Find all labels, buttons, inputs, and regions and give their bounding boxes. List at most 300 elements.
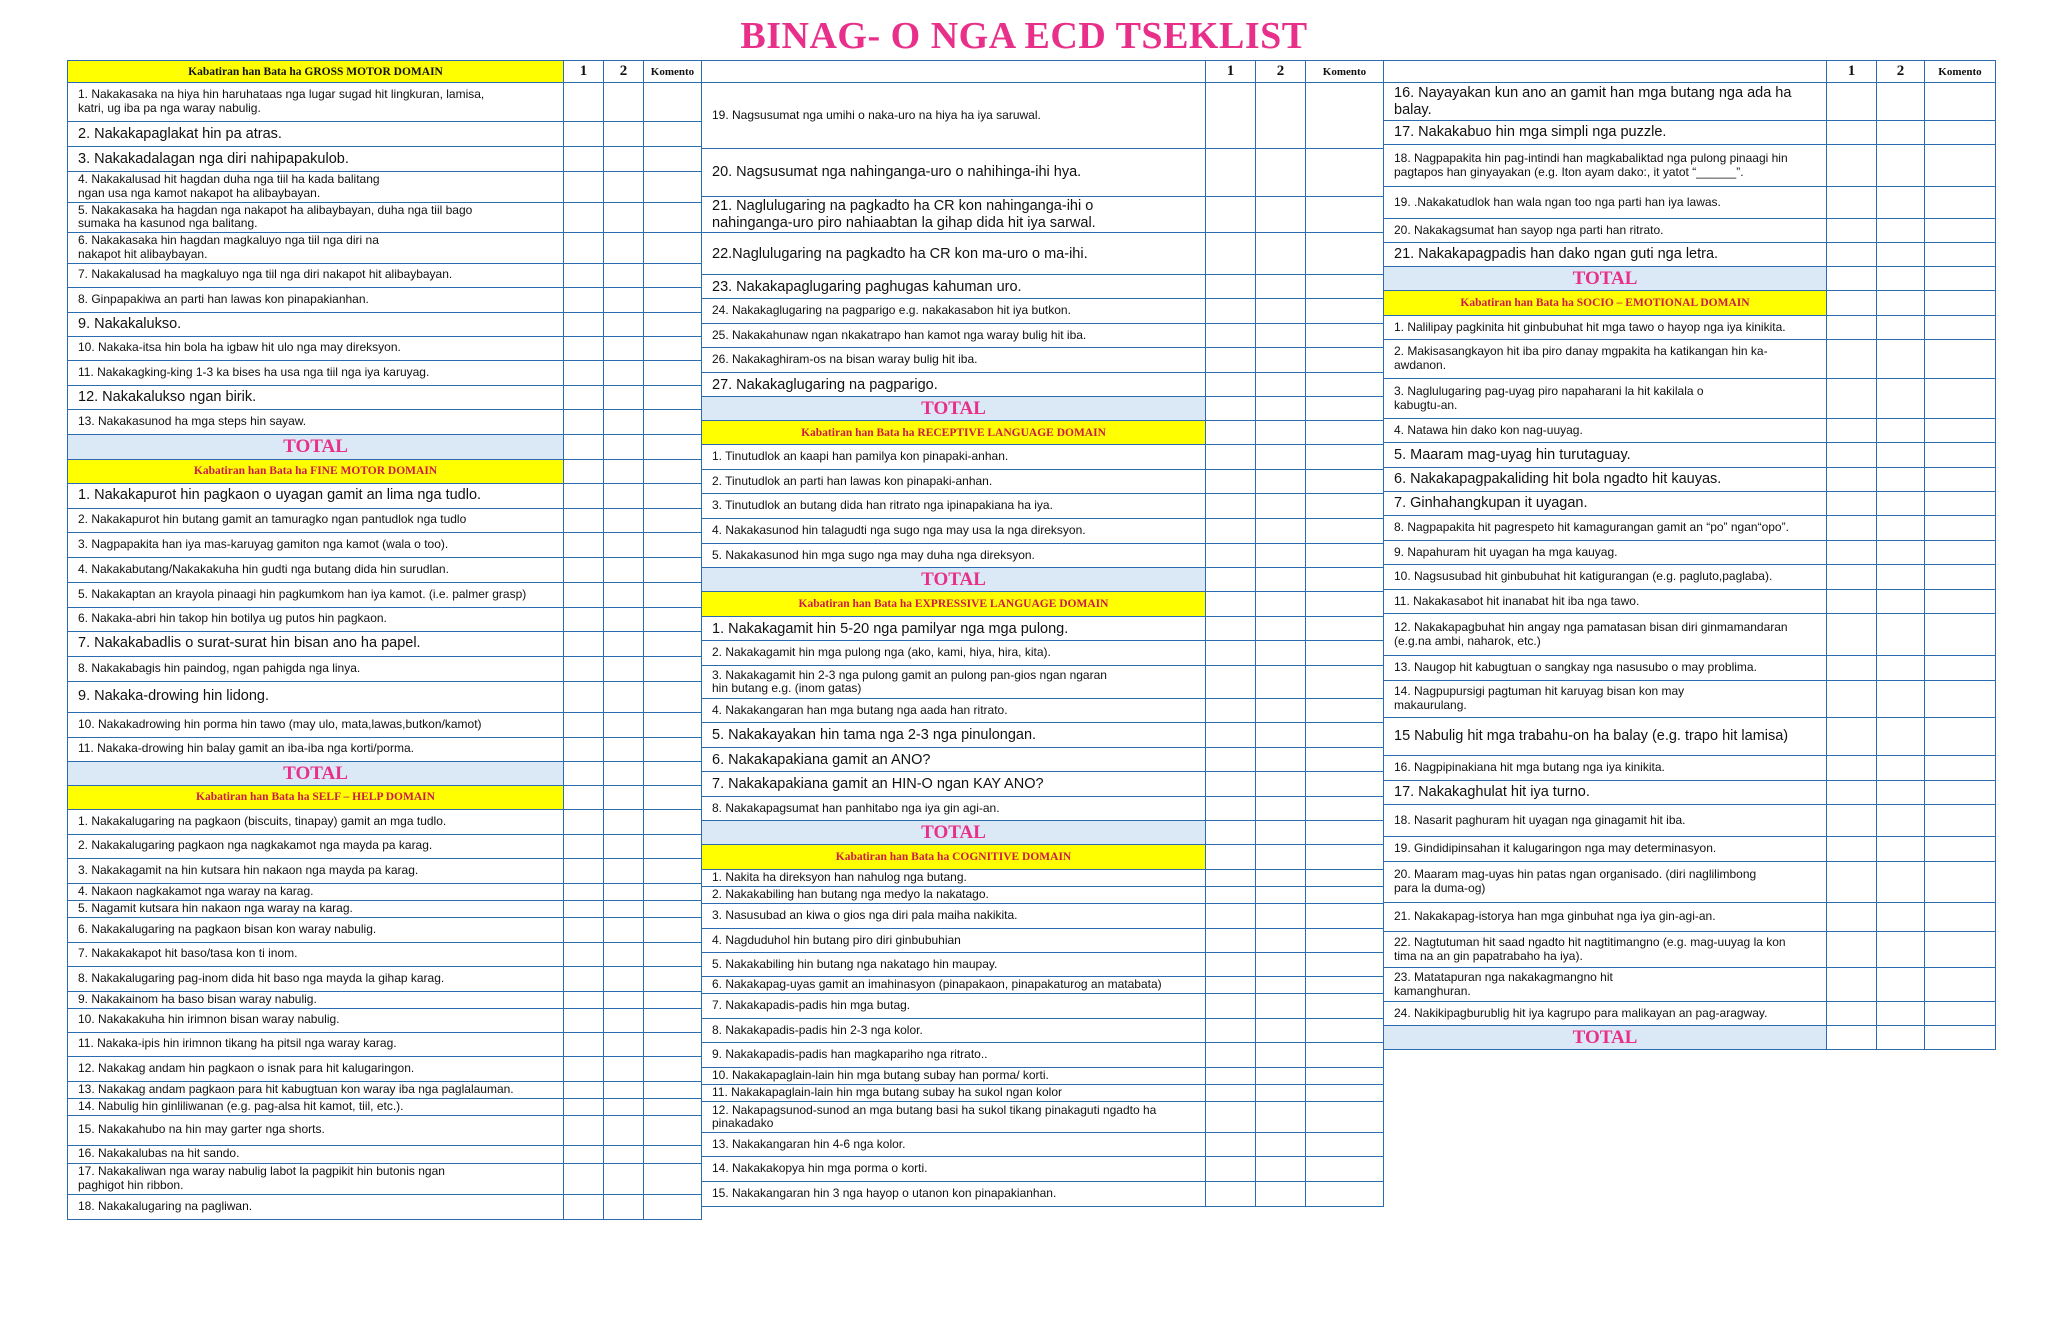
check-cell-2[interactable] bbox=[1256, 197, 1306, 233]
check-cell-2[interactable] bbox=[1256, 470, 1306, 494]
check-cell-2[interactable] bbox=[1256, 1043, 1306, 1068]
check-cell-2[interactable] bbox=[1256, 1085, 1306, 1102]
komento-cell[interactable] bbox=[1925, 516, 1996, 541]
check-cell-2[interactable] bbox=[604, 1008, 644, 1032]
check-cell-2[interactable] bbox=[1256, 1157, 1306, 1182]
check-cell-1[interactable] bbox=[1206, 617, 1256, 641]
total-cell-1[interactable] bbox=[1206, 568, 1256, 592]
komento-cell[interactable] bbox=[644, 991, 702, 1008]
check-cell-2[interactable] bbox=[1877, 656, 1925, 681]
check-cell-2[interactable] bbox=[1256, 904, 1306, 929]
check-cell-1[interactable] bbox=[1827, 756, 1877, 781]
total-komento-cell[interactable] bbox=[1925, 1026, 1996, 1050]
check-cell-1[interactable] bbox=[1206, 772, 1256, 797]
check-cell-1[interactable] bbox=[1827, 492, 1877, 516]
check-cell-2[interactable] bbox=[1256, 666, 1306, 699]
komento-cell[interactable] bbox=[644, 409, 702, 434]
komento-cell[interactable] bbox=[644, 202, 702, 233]
komento-cell[interactable] bbox=[644, 263, 702, 287]
check-cell-2[interactable] bbox=[1877, 837, 1925, 862]
check-cell-2[interactable] bbox=[604, 83, 644, 122]
check-cell-2[interactable] bbox=[1256, 544, 1306, 568]
check-cell-1[interactable] bbox=[1206, 233, 1256, 275]
komento-cell[interactable] bbox=[644, 508, 702, 532]
check-cell-2[interactable] bbox=[604, 263, 644, 287]
check-cell-2[interactable] bbox=[1256, 617, 1306, 641]
check-cell-1[interactable] bbox=[564, 883, 604, 900]
check-cell-2[interactable] bbox=[604, 172, 644, 203]
check-cell-1[interactable] bbox=[564, 233, 604, 264]
komento-cell[interactable] bbox=[644, 1145, 702, 1163]
check-cell-1[interactable] bbox=[1206, 470, 1256, 494]
check-cell-1[interactable] bbox=[564, 631, 604, 656]
check-cell-2[interactable] bbox=[604, 942, 644, 966]
komento-cell[interactable] bbox=[1925, 468, 1996, 492]
komento-cell[interactable] bbox=[1925, 614, 1996, 656]
check-cell-1[interactable] bbox=[564, 122, 604, 147]
check-cell-2[interactable] bbox=[1877, 419, 1925, 443]
check-cell-2[interactable] bbox=[604, 966, 644, 991]
komento-cell[interactable] bbox=[644, 172, 702, 203]
check-cell-1[interactable] bbox=[564, 459, 604, 483]
komento-cell[interactable] bbox=[1925, 219, 1996, 243]
check-cell-2[interactable] bbox=[1256, 977, 1306, 994]
check-cell-2[interactable] bbox=[604, 360, 644, 385]
komento-cell[interactable] bbox=[1306, 723, 1384, 748]
komento-cell[interactable] bbox=[1925, 379, 1996, 419]
check-cell-2[interactable] bbox=[604, 883, 644, 900]
check-cell-1[interactable] bbox=[1206, 977, 1256, 994]
komento-cell[interactable] bbox=[644, 737, 702, 761]
komento-cell[interactable] bbox=[1925, 756, 1996, 781]
komento-cell[interactable] bbox=[1925, 681, 1996, 718]
komento-cell[interactable] bbox=[1925, 805, 1996, 837]
komento-cell[interactable] bbox=[644, 557, 702, 582]
check-cell-2[interactable] bbox=[1256, 1068, 1306, 1085]
check-cell-1[interactable] bbox=[564, 681, 604, 712]
check-cell-1[interactable] bbox=[1827, 219, 1877, 243]
check-cell-1[interactable] bbox=[1206, 1019, 1256, 1043]
check-cell-2[interactable] bbox=[1256, 494, 1306, 519]
check-cell-1[interactable] bbox=[564, 312, 604, 336]
check-cell-2[interactable] bbox=[1877, 756, 1925, 781]
komento-cell[interactable] bbox=[1925, 145, 1996, 187]
check-cell-1[interactable] bbox=[1206, 887, 1256, 904]
komento-cell[interactable] bbox=[644, 656, 702, 681]
check-cell-1[interactable] bbox=[1206, 1043, 1256, 1068]
check-cell-2[interactable] bbox=[604, 900, 644, 917]
komento-cell[interactable] bbox=[1306, 445, 1384, 470]
check-cell-1[interactable] bbox=[1206, 904, 1256, 929]
check-cell-2[interactable] bbox=[1877, 291, 1925, 316]
check-cell-2[interactable] bbox=[1877, 862, 1925, 903]
check-cell-1[interactable] bbox=[1206, 641, 1256, 666]
check-cell-1[interactable] bbox=[564, 712, 604, 737]
komento-cell[interactable] bbox=[644, 858, 702, 883]
komento-cell[interactable] bbox=[1925, 340, 1996, 379]
check-cell-2[interactable] bbox=[604, 459, 644, 483]
check-cell-2[interactable] bbox=[1256, 641, 1306, 666]
check-cell-1[interactable] bbox=[1206, 299, 1256, 324]
komento-cell[interactable] bbox=[644, 1081, 702, 1098]
check-cell-1[interactable] bbox=[1827, 145, 1877, 187]
komento-cell[interactable] bbox=[1306, 324, 1384, 348]
check-cell-1[interactable] bbox=[564, 737, 604, 761]
check-cell-2[interactable] bbox=[1256, 233, 1306, 275]
check-cell-2[interactable] bbox=[604, 409, 644, 434]
check-cell-2[interactable] bbox=[1877, 781, 1925, 805]
check-cell-1[interactable] bbox=[564, 336, 604, 360]
check-cell-1[interactable] bbox=[564, 900, 604, 917]
check-cell-1[interactable] bbox=[564, 858, 604, 883]
check-cell-2[interactable] bbox=[1877, 187, 1925, 219]
check-cell-2[interactable] bbox=[1877, 219, 1925, 243]
komento-cell[interactable] bbox=[644, 917, 702, 942]
check-cell-1[interactable] bbox=[1206, 1157, 1256, 1182]
komento-cell[interactable] bbox=[1306, 617, 1384, 641]
check-cell-2[interactable] bbox=[1256, 1133, 1306, 1157]
komento-cell[interactable] bbox=[644, 966, 702, 991]
check-cell-1[interactable] bbox=[1206, 197, 1256, 233]
komento-cell[interactable] bbox=[1306, 870, 1384, 887]
komento-cell[interactable] bbox=[644, 233, 702, 264]
komento-cell[interactable] bbox=[644, 942, 702, 966]
check-cell-1[interactable] bbox=[564, 809, 604, 834]
check-cell-2[interactable] bbox=[604, 1115, 644, 1145]
check-cell-1[interactable] bbox=[1206, 994, 1256, 1019]
komento-cell[interactable] bbox=[1925, 968, 1996, 1002]
komento-cell[interactable] bbox=[644, 1115, 702, 1145]
check-cell-2[interactable] bbox=[1877, 468, 1925, 492]
check-cell-1[interactable] bbox=[564, 385, 604, 409]
total-komento-cell[interactable] bbox=[644, 761, 702, 785]
komento-cell[interactable] bbox=[644, 1008, 702, 1032]
check-cell-1[interactable] bbox=[1827, 316, 1877, 340]
check-cell-2[interactable] bbox=[604, 917, 644, 942]
check-cell-2[interactable] bbox=[604, 557, 644, 582]
check-cell-1[interactable] bbox=[1827, 781, 1877, 805]
check-cell-1[interactable] bbox=[1827, 565, 1877, 590]
check-cell-1[interactable] bbox=[1206, 723, 1256, 748]
check-cell-1[interactable] bbox=[1206, 1068, 1256, 1085]
komento-cell[interactable] bbox=[1306, 641, 1384, 666]
komento-cell[interactable] bbox=[1306, 1043, 1384, 1068]
check-cell-1[interactable] bbox=[1206, 1133, 1256, 1157]
komento-cell[interactable] bbox=[644, 1098, 702, 1115]
komento-cell[interactable] bbox=[1925, 837, 1996, 862]
check-cell-1[interactable] bbox=[1827, 590, 1877, 614]
total-cell-2[interactable] bbox=[1256, 397, 1306, 421]
komento-cell[interactable] bbox=[1306, 748, 1384, 772]
komento-cell[interactable] bbox=[1925, 492, 1996, 516]
check-cell-1[interactable] bbox=[1206, 929, 1256, 953]
komento-cell[interactable] bbox=[1306, 904, 1384, 929]
check-cell-2[interactable] bbox=[604, 1145, 644, 1163]
komento-cell[interactable] bbox=[644, 1032, 702, 1056]
check-cell-1[interactable] bbox=[564, 917, 604, 942]
komento-cell[interactable] bbox=[1925, 83, 1996, 121]
check-cell-2[interactable] bbox=[604, 287, 644, 312]
check-cell-2[interactable] bbox=[604, 737, 644, 761]
check-cell-1[interactable] bbox=[1827, 243, 1877, 267]
check-cell-1[interactable] bbox=[564, 1194, 604, 1219]
check-cell-2[interactable] bbox=[604, 582, 644, 607]
check-cell-1[interactable] bbox=[1206, 275, 1256, 299]
check-cell-1[interactable] bbox=[1827, 541, 1877, 565]
komento-cell[interactable] bbox=[1306, 544, 1384, 568]
check-cell-2[interactable] bbox=[604, 631, 644, 656]
komento-cell[interactable] bbox=[1306, 1133, 1384, 1157]
total-cell-1[interactable] bbox=[1827, 1026, 1877, 1050]
komento-cell[interactable] bbox=[644, 336, 702, 360]
check-cell-2[interactable] bbox=[604, 785, 644, 809]
komento-cell[interactable] bbox=[1925, 291, 1996, 316]
check-cell-2[interactable] bbox=[1877, 968, 1925, 1002]
komento-cell[interactable] bbox=[644, 532, 702, 557]
check-cell-1[interactable] bbox=[1206, 373, 1256, 397]
total-komento-cell[interactable] bbox=[1925, 267, 1996, 291]
komento-cell[interactable] bbox=[644, 631, 702, 656]
check-cell-1[interactable] bbox=[1206, 797, 1256, 821]
check-cell-2[interactable] bbox=[1877, 379, 1925, 419]
komento-cell[interactable] bbox=[1925, 718, 1996, 756]
komento-cell[interactable] bbox=[1925, 316, 1996, 340]
check-cell-2[interactable] bbox=[1877, 903, 1925, 932]
check-cell-2[interactable] bbox=[1256, 373, 1306, 397]
check-cell-1[interactable] bbox=[1206, 421, 1256, 445]
check-cell-1[interactable] bbox=[564, 1056, 604, 1081]
check-cell-1[interactable] bbox=[1827, 379, 1877, 419]
check-cell-2[interactable] bbox=[1256, 421, 1306, 445]
komento-cell[interactable] bbox=[1925, 121, 1996, 145]
check-cell-1[interactable] bbox=[564, 656, 604, 681]
check-cell-2[interactable] bbox=[604, 532, 644, 557]
check-cell-1[interactable] bbox=[1206, 1182, 1256, 1207]
check-cell-2[interactable] bbox=[604, 483, 644, 508]
check-cell-2[interactable] bbox=[1256, 870, 1306, 887]
check-cell-2[interactable] bbox=[1256, 845, 1306, 870]
check-cell-2[interactable] bbox=[1256, 1102, 1306, 1133]
komento-cell[interactable] bbox=[644, 1163, 702, 1194]
komento-cell[interactable] bbox=[1306, 1182, 1384, 1207]
komento-cell[interactable] bbox=[1925, 541, 1996, 565]
check-cell-1[interactable] bbox=[564, 287, 604, 312]
check-cell-1[interactable] bbox=[564, 1145, 604, 1163]
check-cell-1[interactable] bbox=[1827, 837, 1877, 862]
check-cell-1[interactable] bbox=[1206, 845, 1256, 870]
komento-cell[interactable] bbox=[644, 681, 702, 712]
check-cell-2[interactable] bbox=[1877, 121, 1925, 145]
komento-cell[interactable] bbox=[644, 287, 702, 312]
komento-cell[interactable] bbox=[1306, 299, 1384, 324]
check-cell-1[interactable] bbox=[1827, 419, 1877, 443]
komento-cell[interactable] bbox=[1306, 494, 1384, 519]
komento-cell[interactable] bbox=[1925, 903, 1996, 932]
total-cell-2[interactable] bbox=[1256, 568, 1306, 592]
total-komento-cell[interactable] bbox=[1306, 568, 1384, 592]
check-cell-2[interactable] bbox=[1256, 1019, 1306, 1043]
komento-cell[interactable] bbox=[1925, 1002, 1996, 1026]
check-cell-1[interactable] bbox=[564, 785, 604, 809]
check-cell-1[interactable] bbox=[564, 263, 604, 287]
check-cell-1[interactable] bbox=[564, 532, 604, 557]
check-cell-1[interactable] bbox=[564, 508, 604, 532]
check-cell-2[interactable] bbox=[1256, 723, 1306, 748]
check-cell-1[interactable] bbox=[1206, 445, 1256, 470]
komento-cell[interactable] bbox=[644, 1194, 702, 1219]
check-cell-1[interactable] bbox=[564, 360, 604, 385]
komento-cell[interactable] bbox=[644, 483, 702, 508]
komento-cell[interactable] bbox=[644, 712, 702, 737]
check-cell-1[interactable] bbox=[564, 172, 604, 203]
check-cell-2[interactable] bbox=[1877, 614, 1925, 656]
komento-cell[interactable] bbox=[1925, 443, 1996, 468]
check-cell-1[interactable] bbox=[1206, 699, 1256, 723]
check-cell-2[interactable] bbox=[1877, 492, 1925, 516]
check-cell-1[interactable] bbox=[1827, 1002, 1877, 1026]
check-cell-2[interactable] bbox=[1877, 541, 1925, 565]
check-cell-1[interactable] bbox=[1827, 805, 1877, 837]
check-cell-1[interactable] bbox=[1827, 468, 1877, 492]
check-cell-2[interactable] bbox=[1256, 348, 1306, 373]
check-cell-1[interactable] bbox=[1827, 83, 1877, 121]
check-cell-2[interactable] bbox=[604, 991, 644, 1008]
komento-cell[interactable] bbox=[1925, 862, 1996, 903]
check-cell-1[interactable] bbox=[1827, 187, 1877, 219]
komento-cell[interactable] bbox=[1306, 1068, 1384, 1085]
check-cell-1[interactable] bbox=[564, 202, 604, 233]
check-cell-2[interactable] bbox=[1877, 805, 1925, 837]
komento-cell[interactable] bbox=[644, 785, 702, 809]
check-cell-2[interactable] bbox=[1256, 445, 1306, 470]
check-cell-2[interactable] bbox=[1877, 1002, 1925, 1026]
total-cell-1[interactable] bbox=[1206, 821, 1256, 845]
check-cell-2[interactable] bbox=[604, 385, 644, 409]
komento-cell[interactable] bbox=[1306, 1157, 1384, 1182]
komento-cell[interactable] bbox=[1306, 275, 1384, 299]
check-cell-1[interactable] bbox=[1206, 544, 1256, 568]
check-cell-1[interactable] bbox=[564, 582, 604, 607]
check-cell-2[interactable] bbox=[1877, 932, 1925, 968]
check-cell-1[interactable] bbox=[1206, 348, 1256, 373]
komento-cell[interactable] bbox=[644, 360, 702, 385]
check-cell-1[interactable] bbox=[1206, 870, 1256, 887]
check-cell-2[interactable] bbox=[604, 336, 644, 360]
check-cell-1[interactable] bbox=[1206, 149, 1256, 197]
komento-cell[interactable] bbox=[1306, 772, 1384, 797]
check-cell-1[interactable] bbox=[1206, 666, 1256, 699]
total-cell-2[interactable] bbox=[1877, 1026, 1925, 1050]
check-cell-1[interactable] bbox=[1827, 681, 1877, 718]
check-cell-1[interactable] bbox=[1206, 592, 1256, 617]
check-cell-2[interactable] bbox=[1256, 929, 1306, 953]
check-cell-2[interactable] bbox=[604, 233, 644, 264]
check-cell-2[interactable] bbox=[1877, 340, 1925, 379]
check-cell-1[interactable] bbox=[1206, 1102, 1256, 1133]
komento-cell[interactable] bbox=[1306, 470, 1384, 494]
total-cell-1[interactable] bbox=[564, 434, 604, 459]
komento-cell[interactable] bbox=[1306, 1102, 1384, 1133]
check-cell-2[interactable] bbox=[604, 1098, 644, 1115]
check-cell-1[interactable] bbox=[1206, 953, 1256, 977]
komento-cell[interactable] bbox=[644, 83, 702, 122]
komento-cell[interactable] bbox=[1306, 929, 1384, 953]
komento-cell[interactable] bbox=[1306, 149, 1384, 197]
check-cell-2[interactable] bbox=[604, 312, 644, 336]
check-cell-1[interactable] bbox=[1206, 519, 1256, 544]
check-cell-1[interactable] bbox=[1206, 83, 1256, 149]
check-cell-1[interactable] bbox=[564, 1032, 604, 1056]
check-cell-1[interactable] bbox=[564, 1098, 604, 1115]
komento-cell[interactable] bbox=[1306, 666, 1384, 699]
komento-cell[interactable] bbox=[1306, 887, 1384, 904]
check-cell-2[interactable] bbox=[1256, 772, 1306, 797]
komento-cell[interactable] bbox=[1306, 83, 1384, 149]
check-cell-1[interactable] bbox=[564, 966, 604, 991]
komento-cell[interactable] bbox=[1925, 565, 1996, 590]
check-cell-2[interactable] bbox=[1256, 299, 1306, 324]
check-cell-2[interactable] bbox=[1877, 565, 1925, 590]
check-cell-2[interactable] bbox=[604, 1032, 644, 1056]
check-cell-1[interactable] bbox=[564, 1163, 604, 1194]
check-cell-1[interactable] bbox=[564, 942, 604, 966]
check-cell-1[interactable] bbox=[564, 409, 604, 434]
komento-cell[interactable] bbox=[1306, 1019, 1384, 1043]
check-cell-2[interactable] bbox=[604, 202, 644, 233]
check-cell-2[interactable] bbox=[1256, 699, 1306, 723]
komento-cell[interactable] bbox=[1306, 592, 1384, 617]
komento-cell[interactable] bbox=[1925, 419, 1996, 443]
total-cell-2[interactable] bbox=[604, 761, 644, 785]
check-cell-1[interactable] bbox=[1827, 718, 1877, 756]
check-cell-2[interactable] bbox=[1256, 324, 1306, 348]
komento-cell[interactable] bbox=[644, 1056, 702, 1081]
check-cell-2[interactable] bbox=[1877, 718, 1925, 756]
check-cell-2[interactable] bbox=[1256, 748, 1306, 772]
check-cell-2[interactable] bbox=[1877, 443, 1925, 468]
check-cell-2[interactable] bbox=[604, 607, 644, 631]
check-cell-1[interactable] bbox=[1206, 748, 1256, 772]
check-cell-1[interactable] bbox=[564, 1008, 604, 1032]
komento-cell[interactable] bbox=[1306, 197, 1384, 233]
check-cell-1[interactable] bbox=[1827, 340, 1877, 379]
check-cell-1[interactable] bbox=[1827, 968, 1877, 1002]
komento-cell[interactable] bbox=[644, 582, 702, 607]
komento-cell[interactable] bbox=[1306, 373, 1384, 397]
check-cell-1[interactable] bbox=[1827, 656, 1877, 681]
check-cell-1[interactable] bbox=[564, 834, 604, 858]
total-cell-1[interactable] bbox=[564, 761, 604, 785]
komento-cell[interactable] bbox=[1925, 243, 1996, 267]
check-cell-1[interactable] bbox=[1206, 324, 1256, 348]
check-cell-2[interactable] bbox=[1877, 243, 1925, 267]
check-cell-2[interactable] bbox=[1877, 590, 1925, 614]
check-cell-2[interactable] bbox=[1256, 149, 1306, 197]
komento-cell[interactable] bbox=[1306, 421, 1384, 445]
komento-cell[interactable] bbox=[644, 883, 702, 900]
check-cell-2[interactable] bbox=[1877, 83, 1925, 121]
check-cell-1[interactable] bbox=[564, 1115, 604, 1145]
check-cell-2[interactable] bbox=[1877, 516, 1925, 541]
check-cell-2[interactable] bbox=[1256, 887, 1306, 904]
komento-cell[interactable] bbox=[1925, 187, 1996, 219]
komento-cell[interactable] bbox=[644, 607, 702, 631]
komento-cell[interactable] bbox=[1306, 797, 1384, 821]
check-cell-2[interactable] bbox=[1256, 994, 1306, 1019]
check-cell-1[interactable] bbox=[1827, 903, 1877, 932]
check-cell-1[interactable] bbox=[564, 991, 604, 1008]
check-cell-2[interactable] bbox=[1256, 1182, 1306, 1207]
